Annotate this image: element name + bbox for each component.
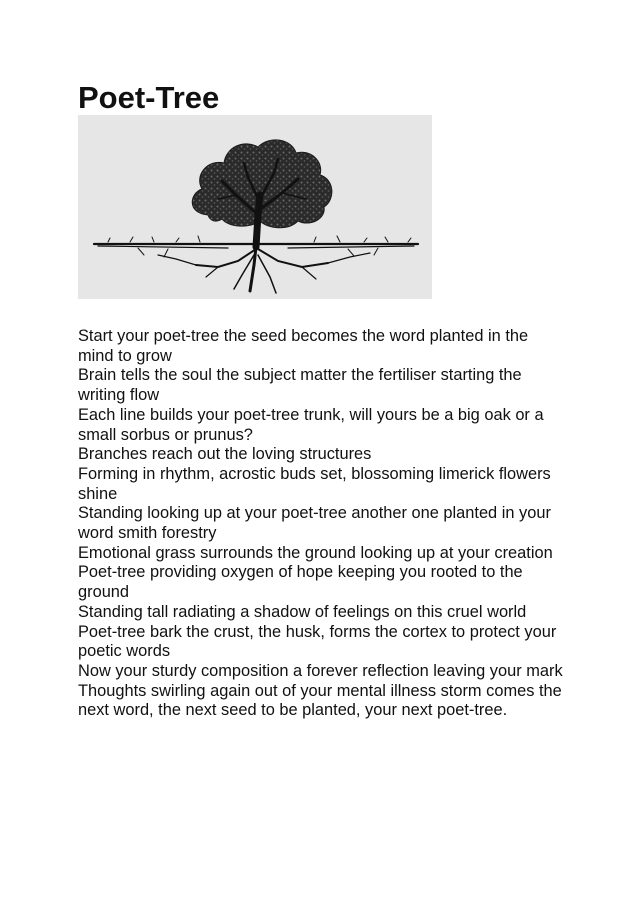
tree-with-roots-icon — [78, 115, 432, 299]
tree-roots — [138, 247, 378, 293]
poem-line: Now your sturdy composition a forever reflection leaving your mark — [78, 661, 563, 680]
poem-line: Poet-tree bark the crust, the husk, forms the cortex to protect your poetic words — [78, 622, 557, 661]
poem-line: Start your poet-tree the seed becomes the word planted in the mind to grow — [78, 327, 529, 365]
poem-line: Brain tells the soul the subject matter the fertiliser starting the writing flow — [78, 366, 522, 405]
poem-line: Thoughts swirling again out of your mental illness storm comes the next word, the next seed to be planted, your next poet-tree. — [78, 681, 562, 720]
tree-canopy — [192, 140, 332, 228]
tree-illustration — [78, 115, 432, 299]
poem-line: Emotional grass surrounds the ground looking up at your creation — [78, 543, 553, 562]
poem-line: Poet-tree providing oxygen of hope keeping you rooted to the ground — [78, 563, 523, 602]
poem-line: Branches reach out the loving structures — [78, 445, 372, 464]
poem-body — [78, 327, 568, 721]
poem-line: Standing tall radiating a shadow of feelings on this cruel world — [78, 602, 527, 621]
poem-line: Each line builds your poet-tree trunk, will yours be a big oak or a small sorbus or prunus? — [78, 405, 544, 444]
page-title: Poet-Tree — [78, 80, 220, 115]
poem-line: Forming in rhythm, acrostic buds set, blossoming limerick flowers shine — [78, 464, 551, 503]
poem-line: Standing looking up at your poet-tree another one planted in your word smith forestry — [78, 504, 551, 543]
